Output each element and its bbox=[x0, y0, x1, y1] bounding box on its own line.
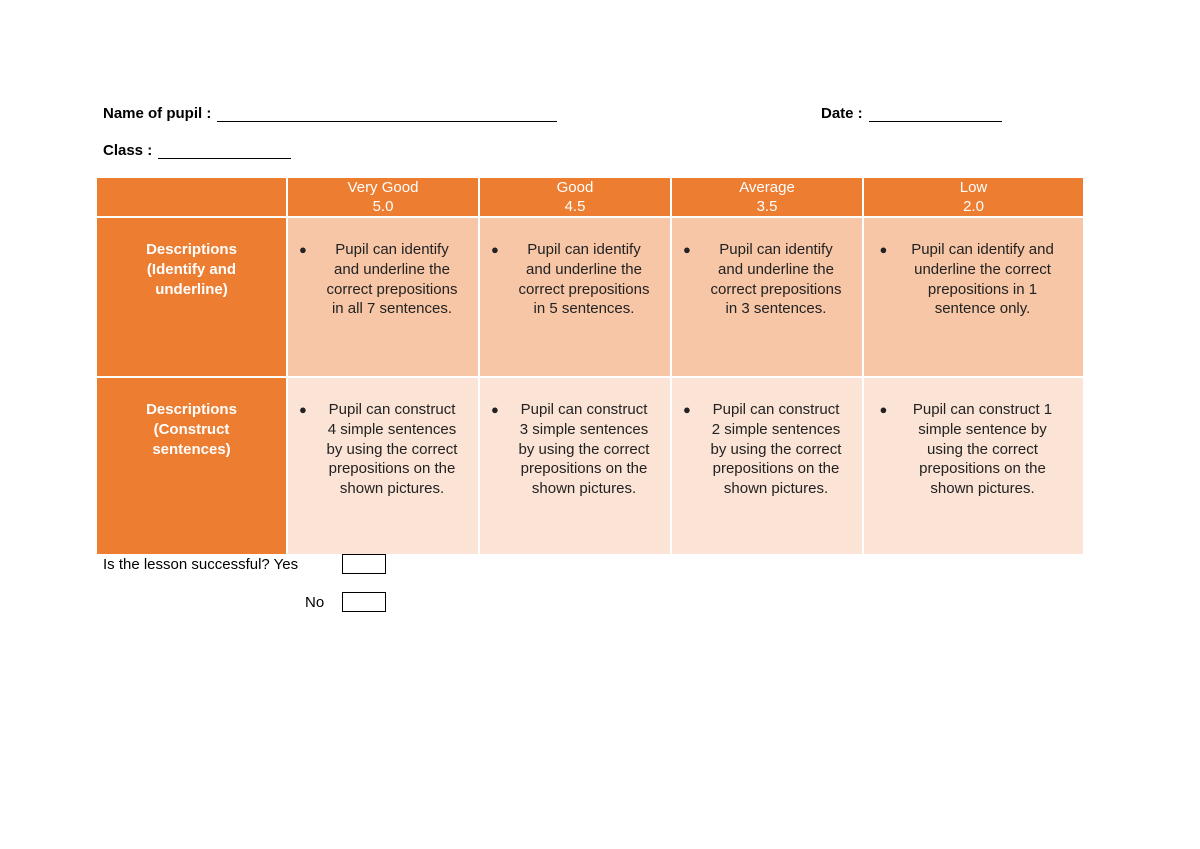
lesson-success-question: Is the lesson successful? Yes bbox=[103, 556, 299, 573]
level-score: 3.5 bbox=[756, 198, 778, 215]
cell-text: Pupil can construct 4 simple sentences by using the correct prepositions on the shown pictures. bbox=[326, 401, 458, 498]
name-label: Name of pupil : bbox=[103, 105, 212, 122]
cell-text: Pupil can construct 3 simple sentences by using the correct prepositions on the shown pictures. bbox=[518, 401, 650, 498]
row-label-line: Descriptions bbox=[146, 241, 237, 258]
level-score: 2.0 bbox=[963, 198, 984, 215]
bullet-icon: ● bbox=[299, 402, 307, 417]
rubric-table bbox=[95, 176, 1085, 556]
cell-text: Pupil can identify and underline the correct prepositions in 3 sentences. bbox=[710, 241, 842, 318]
level-header bbox=[863, 177, 1084, 217]
row-label-line: underline) bbox=[155, 281, 228, 298]
class-field bbox=[103, 142, 291, 159]
level-name: Very Good bbox=[347, 179, 419, 196]
cell-text: Pupil can identify and underline the correct prepositions in 1 sentence only. bbox=[911, 241, 1054, 318]
class-label: Class : bbox=[103, 142, 153, 159]
cell-text: Pupil can construct 2 simple sentences by using the correct prepositions on the shown pictures. bbox=[710, 401, 842, 498]
rubric-cell bbox=[671, 377, 863, 555]
no-label: No bbox=[305, 594, 325, 611]
date-label: Date : bbox=[821, 105, 863, 122]
rubric-row-construct bbox=[96, 377, 1084, 555]
rubric-cell bbox=[479, 377, 671, 555]
bullet-icon: ● bbox=[683, 402, 691, 417]
rubric-row-identify bbox=[96, 217, 1084, 377]
row-label-line: (Construct bbox=[153, 421, 230, 438]
row-label bbox=[96, 217, 287, 377]
row-label-line: Descriptions bbox=[146, 401, 237, 418]
class-blank-line[interactable] bbox=[158, 144, 291, 159]
level-name: Average bbox=[739, 179, 795, 196]
rubric-cell bbox=[287, 217, 479, 377]
bullet-icon: ● bbox=[491, 242, 499, 257]
row-label-line: sentences) bbox=[152, 441, 231, 458]
cell-text: Pupil can construct 1 simple sentence by using the correct prepositions on the shown pictures. bbox=[912, 401, 1053, 498]
bullet-icon: ● bbox=[491, 402, 499, 417]
name-of-pupil-field bbox=[103, 105, 557, 122]
rubric-cell bbox=[863, 377, 1084, 555]
cell-text: Pupil can identify and underline the correct prepositions in all 7 sentences. bbox=[326, 241, 458, 318]
rubric-cell bbox=[479, 217, 671, 377]
yes-checkbox[interactable] bbox=[342, 554, 386, 574]
rubric-cell bbox=[671, 217, 863, 377]
rubric-header-row bbox=[96, 177, 1084, 217]
bullet-icon: ● bbox=[879, 242, 888, 257]
level-score: 5.0 bbox=[372, 198, 394, 215]
level-name: Low bbox=[959, 179, 988, 196]
level-header bbox=[287, 177, 479, 217]
bullet-icon: ● bbox=[879, 402, 888, 417]
level-header bbox=[671, 177, 863, 217]
name-blank-line[interactable] bbox=[217, 107, 557, 122]
rubric-cell bbox=[863, 217, 1084, 377]
date-blank-line[interactable] bbox=[869, 107, 1002, 122]
bullet-icon: ● bbox=[299, 242, 307, 257]
no-checkbox[interactable] bbox=[342, 592, 386, 612]
row-label bbox=[96, 377, 287, 555]
rubric-cell bbox=[287, 377, 479, 555]
bullet-icon: ● bbox=[683, 242, 691, 257]
level-name: Good bbox=[556, 179, 594, 196]
date-field bbox=[821, 105, 1002, 122]
cell-text: Pupil can identify and underline the correct prepositions in 5 sentences. bbox=[518, 241, 650, 318]
rubric-corner-cell bbox=[96, 177, 287, 217]
level-header bbox=[479, 177, 671, 217]
row-label-line: (Identify and bbox=[146, 261, 237, 278]
level-score: 4.5 bbox=[564, 198, 586, 215]
